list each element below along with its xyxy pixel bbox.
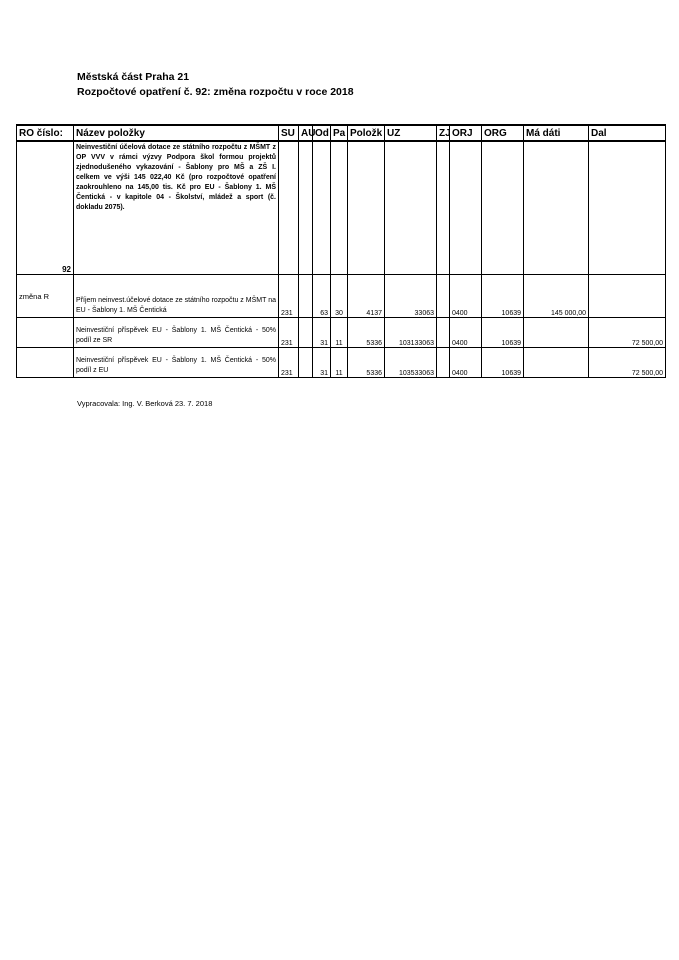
od-cell: 31 [313, 348, 331, 378]
table-row [17, 141, 666, 275]
orj-cell: 0400 [450, 318, 482, 348]
item-description: Neinvestiční příspěvek EU - Šablony 1. MŠ Čentická - 50% podíl z EU [74, 348, 279, 378]
polozka-cell: 5336 [348, 318, 385, 348]
col-polozka: Položk [348, 125, 385, 141]
col-uz: UZ [385, 125, 437, 141]
col-od: Od [313, 125, 331, 141]
ro-number: 92 [17, 141, 74, 275]
municipality-title: Městská část Praha 21 [77, 71, 190, 83]
uz-cell: 103533063 [385, 348, 437, 378]
ro-description: Neinvestiční účelová dotace ze státního rozpočtu z MŠMT z OP VVV v rámci výzvy Podpora škol formou projektů zjednodušeného vykazování - Šablony pro MŠ a ZŠ I. celkem ve výši 145 022,40 Kč (pro rozpočtové opatření zaokrouhleno na 145,00 tis. Kč pro EU - Šablony 1. MŠ Čentická - v kapitole 04 - Školství, mládež a sport (č. dokladu 2075). [74, 141, 279, 275]
col-au: AU [299, 125, 313, 141]
col-pa: Pa [331, 125, 348, 141]
ro-cell [17, 348, 74, 378]
col-ma-dati: Má dáti [524, 125, 589, 141]
au-cell [299, 348, 313, 378]
col-ro: RO číslo: [17, 125, 74, 141]
dal-cell [589, 275, 666, 318]
zj-cell [437, 275, 450, 318]
col-name: Název položky [74, 125, 279, 141]
document-title: Rozpočtové opatření č. 92: změna rozpočtu v roce 2018 [77, 86, 354, 98]
pa-cell: 11 [331, 318, 348, 348]
uz-cell: 103133063 [385, 318, 437, 348]
au-cell [299, 275, 313, 318]
polozka-cell: 4137 [348, 275, 385, 318]
ma-dati-cell: 145 000,00 [524, 275, 589, 318]
org-cell: 10639 [482, 348, 524, 378]
prepared-by: Vypracovala: Ing. V. Berková 23. 7. 2018 [77, 399, 213, 408]
org-cell: 10639 [482, 318, 524, 348]
item-description: Neinvestiční příspěvek EU - Šablony 1. MŠ Čentická - 50% podíl ze SR [74, 318, 279, 348]
od-cell: 63 [313, 275, 331, 318]
ma-dati-cell [524, 318, 589, 348]
su-cell: 231 [279, 275, 299, 318]
zj-cell [437, 318, 450, 348]
budget-table [16, 124, 666, 378]
au-cell [299, 318, 313, 348]
col-zj: ZJ [437, 125, 450, 141]
col-su: SU [279, 125, 299, 141]
orj-cell: 0400 [450, 348, 482, 378]
pa-cell: 30 [331, 275, 348, 318]
item-description: Příjem neinvest.účelové dotace ze státního rozpočtu z MŠMT na EU - Šablony 1. MŠ Čentická [74, 275, 279, 318]
su-cell: 231 [279, 348, 299, 378]
pa-cell: 11 [331, 348, 348, 378]
uz-cell: 33063 [385, 275, 437, 318]
ro-cell: změna R [17, 275, 74, 318]
table-row [17, 348, 666, 378]
org-cell: 10639 [482, 275, 524, 318]
su-cell: 231 [279, 318, 299, 348]
col-dal: Dal [589, 125, 666, 141]
table-row [17, 318, 666, 348]
polozka-cell: 5336 [348, 348, 385, 378]
col-orj: ORJ [450, 125, 482, 141]
col-org: ORG [482, 125, 524, 141]
table-header-row [17, 125, 666, 141]
od-cell: 31 [313, 318, 331, 348]
table-row [17, 275, 666, 318]
ma-dati-cell [524, 348, 589, 378]
dal-cell: 72 500,00 [589, 318, 666, 348]
orj-cell: 0400 [450, 275, 482, 318]
dal-cell: 72 500,00 [589, 348, 666, 378]
ro-cell [17, 318, 74, 348]
zj-cell [437, 348, 450, 378]
